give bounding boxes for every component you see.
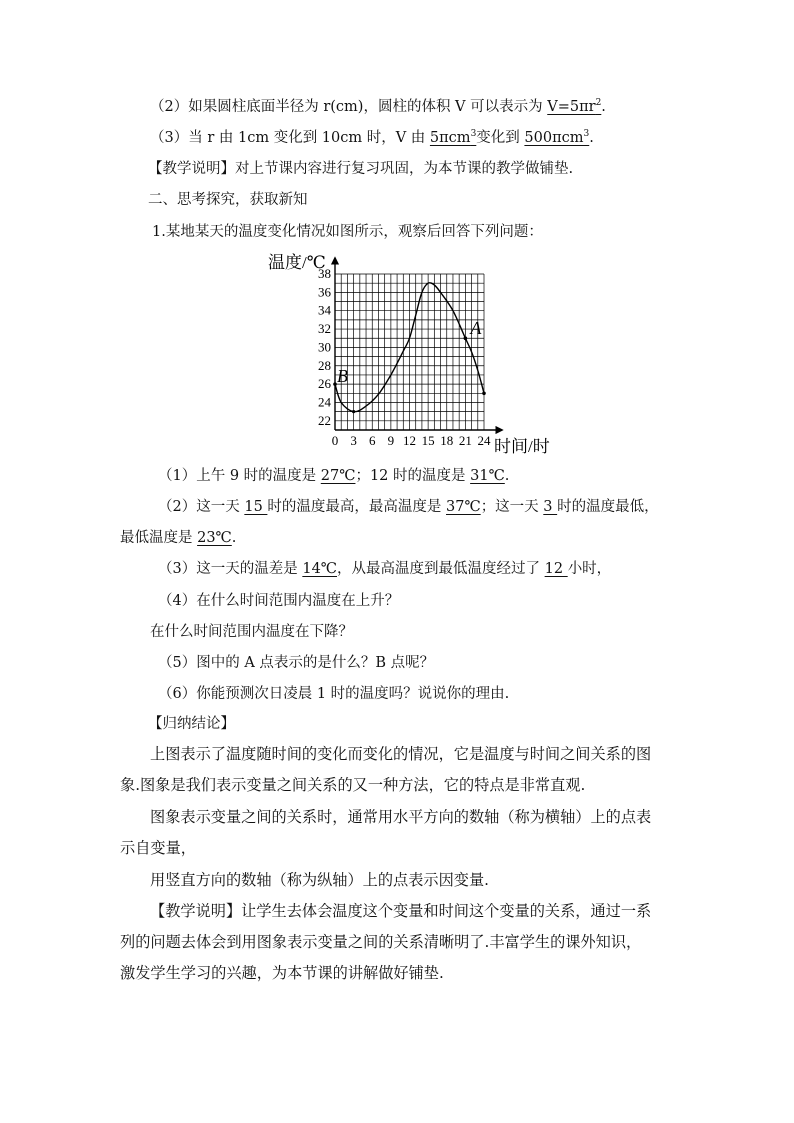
x-tick-label: 24	[477, 433, 491, 448]
y-tick-label: 22	[318, 412, 331, 428]
answer-blank: 31℃	[470, 468, 505, 484]
review-q2: （2）如果圆柱底面半径为 r(cm)，圆柱的体积 V 可以表示为 $V=5\pi r^2$.	[150, 98, 606, 115]
conclusion-p2-line2: 示自变量，	[120, 839, 196, 857]
point-a-label: A	[470, 318, 482, 339]
teaching-note-1: 【教学说明】对上节课内容进行复习巩固，为本节课的教学做铺垫.	[148, 161, 574, 177]
question-4-cont: 在什么时间范围内温度在下降？	[150, 624, 353, 640]
y-tick-label: 32	[318, 321, 331, 337]
x-tick-label: 3	[350, 433, 357, 448]
y-tick-label: 36	[318, 284, 331, 300]
point-b-label: B	[337, 366, 348, 387]
conclusion-p1-line1: 上图表示了温度随时间的变化而变化的情况，它是温度与时间之间关系的图	[150, 745, 652, 763]
y-tick-label: 24	[318, 394, 331, 410]
conclusion-p2-line1: 图象表示变量之间的关系时，通常用水平方向的数轴（称为横轴）上的点表	[150, 808, 652, 826]
question-2-cont: 最低温度是 23℃.	[120, 530, 237, 546]
y-tick-label: 26	[318, 376, 331, 392]
conclusion-p3: 用竖直方向的数轴（称为纵轴）上的点表示因变量.	[150, 871, 489, 889]
teaching-note-2-line3: 激发学生学习的兴趣，为本节课的讲解做好铺垫.	[120, 964, 444, 982]
answer-blank: 23℃	[197, 530, 232, 546]
y-axis-label: 温度/℃	[268, 253, 326, 272]
answer-blank: 500πcm$^3$	[524, 129, 590, 146]
answer-blank: 5πcm$^3$	[429, 129, 477, 146]
y-tick-label: 30	[318, 339, 331, 355]
answer-blank: 27℃	[320, 468, 356, 484]
review-q3: （3）当 r 由 1cm 变化到 10cm 时，V 由 5πcm$^3$变化到 500πcm$^3$.	[150, 129, 594, 146]
x-tick-label: 12	[403, 433, 416, 448]
y-tick-label: 38	[318, 266, 331, 281]
conclusion-p1-line2: 象.图象是我们表示变量之间关系的又一种方法，它的特点是非常直观.	[120, 776, 586, 794]
answer-blank: 15	[244, 499, 268, 515]
answer-blank: $V=5\pi r^2$	[547, 98, 602, 115]
y-tick-label: 28	[318, 357, 331, 373]
x-tick-label: 6	[369, 433, 376, 448]
question-4: （4）在什么时间范围内温度在上升？	[158, 593, 400, 609]
teaching-note-2-line1: 【教学说明】让学生去体会温度这个变量和时间这个变量的关系，通过一系	[150, 902, 652, 920]
question-5: （5）图中的 A 点表示的是什么？B 点呢？	[158, 655, 435, 671]
x-tick-label: 0	[331, 433, 339, 448]
answer-blank: 12	[544, 561, 568, 577]
answer-blank: 14℃	[302, 561, 338, 577]
problem-statement: 1.某地某天的温度变化情况如图所示，观察后回答下列问题：	[152, 224, 543, 240]
question-6: （6）你能预测次日凌晨 1 时的温度吗？说说你的理由.	[158, 686, 510, 702]
answer-blank: 3	[543, 499, 558, 515]
question-3: （3）这一天的温差是 14℃，从最高温度到最低温度经过了 12 小时，	[158, 561, 612, 577]
teaching-note-2-line2: 列的问题去体会到用图象表示变量之间的关系清晰明了.丰富学生的课外知识，	[120, 933, 642, 951]
x-tick-label: 15	[421, 433, 435, 448]
x-tick-label: 9	[387, 433, 395, 448]
conclusion-heading: 【归纳结论】	[148, 716, 235, 732]
x-tick-label: 18	[440, 433, 454, 448]
answer-blank: 37℃	[446, 499, 481, 515]
min-point-marker	[352, 410, 355, 413]
y-tick-label: 34	[318, 302, 331, 318]
x-axis-label: 时间/时	[494, 437, 550, 456]
question-1: （1）上午 9 时的温度是 27℃；12 时的温度是 31℃.	[158, 468, 510, 484]
point-a-marker	[464, 336, 468, 340]
chart-grid	[335, 274, 484, 430]
x-tick-label: 21	[458, 433, 472, 448]
temperature-chart	[262, 250, 562, 460]
section-heading: 二、思考探究，获取新知	[148, 192, 308, 208]
question-2: （2）这一天 15 时的温度最高，最高温度是 37℃；这一天 3 时的温度最低，	[158, 499, 659, 515]
curve-end-marker	[482, 391, 486, 395]
